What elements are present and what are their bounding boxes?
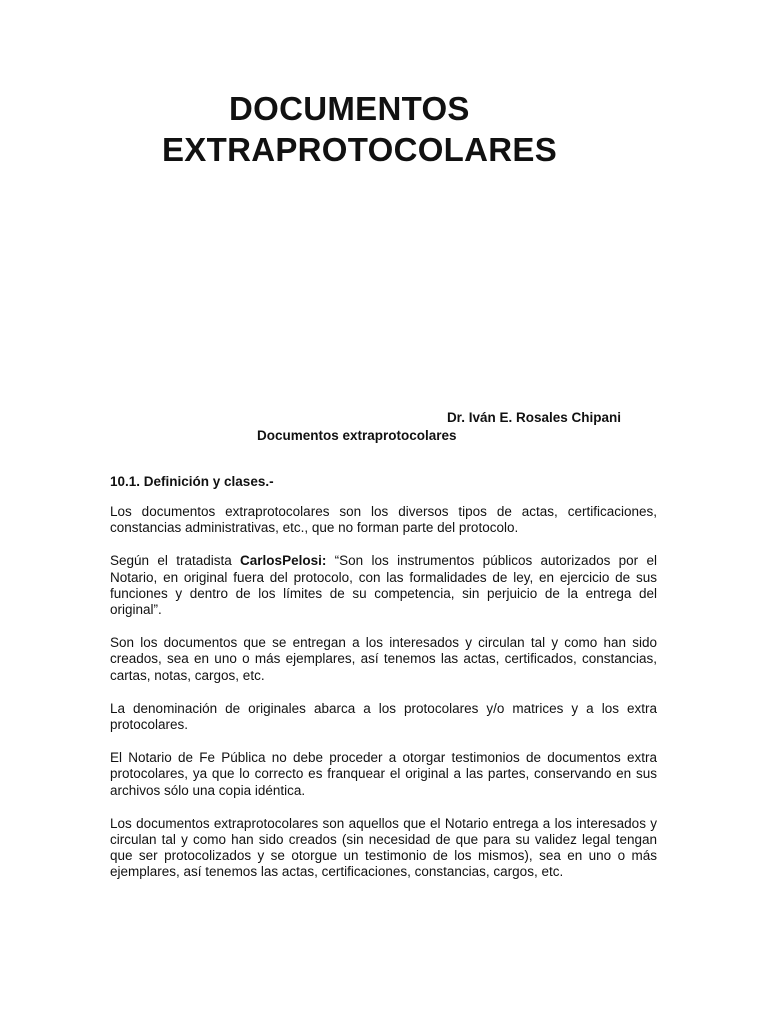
paragraph-2-lead: Según el tratadista xyxy=(110,553,241,569)
document-title-line-1: DOCUMENTOS xyxy=(229,90,470,127)
section-heading: 10.1. Definición y clases.- xyxy=(110,474,274,489)
document-subtitle: Documentos extraprotocolares xyxy=(257,428,457,443)
paragraph-5: El Notario de Fe Pública no debe proceder a otorgar testimonios de documentos extra protocolares, ya que lo correcto es franquear el original a las partes, conservando en sus archivos sólo una copia idéntica. xyxy=(110,750,657,798)
cited-author-name: CarlosPelosi: xyxy=(240,553,327,569)
paragraph-2-quote: “Son los instrumentos públicos autorizados por el Notario, en original fuera del protocolo, con las formalidades de ley, en ejercicio de sus funciones y dentro de los límites de su competencia, sin perjuicio de la entrega del original”. xyxy=(110,553,657,618)
paragraph-6: Los documentos extraprotocolares son aquellos que el Notario entrega a los interesados y circulan tal y como han sido creados (sin necesidad de que para su validez legal tengan que ser protocolizados y se otorgue un testimonio de los mismos), sea en uno o más ejemplares, así tenemos las actas, certificaciones, constancias, cargos, etc. xyxy=(110,815,657,880)
paragraph-3: Son los documentos que se entregan a los interesados y circulan tal y como han sido creados, sea en uno o más ejemplares, así tenemos las actas, certificados, constancias, cartas, notas, cargos, etc. xyxy=(110,635,657,683)
author-name: Dr. Iván E. Rosales Chipani xyxy=(446,410,621,425)
paragraph-2 xyxy=(110,553,657,618)
paragraph-1: Los documentos extraprotocolares son los diversos tipos de actas, certificaciones, constancias administrativas, etc., que no forman parte del protocolo. xyxy=(110,504,657,536)
body-text xyxy=(110,504,657,898)
document-title-line-2: EXTRAPROTOCOLARES xyxy=(162,131,558,168)
paragraph-4: La denominación de originales abarca a los protocolares y/o matrices y a los extra protocolares. xyxy=(110,700,657,733)
